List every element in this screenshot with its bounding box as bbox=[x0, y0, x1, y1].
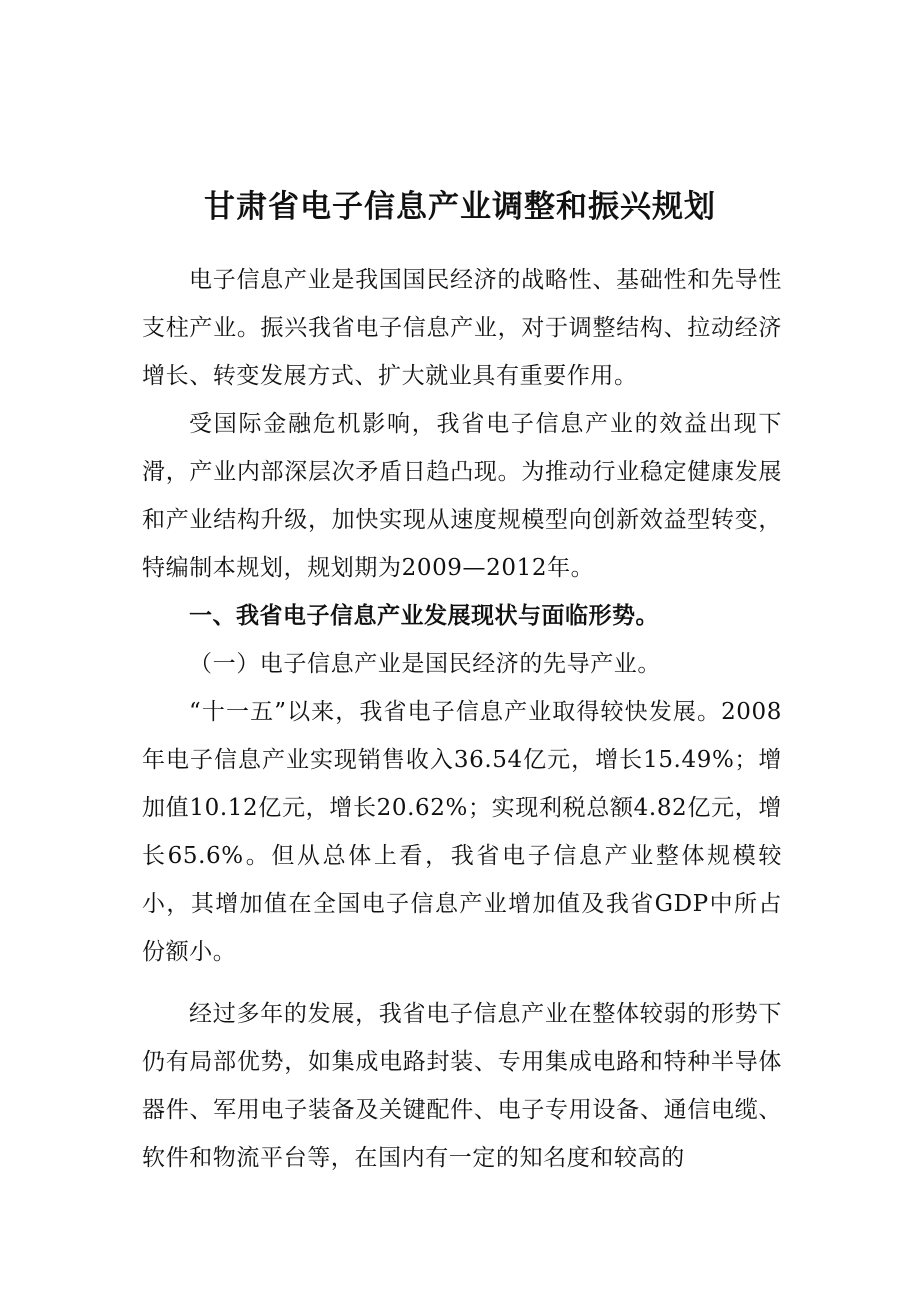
paragraph-advantages: 经过多年的发展，我省电子信息产业在整体较弱的形势下仍有局部优势，如集成电路封装、专用集成电路和特种半导体器件、军用电子装备及关键配件、电子专用设备、通信电缆、软件和物流平台等，在国内有一定的知名度和较高的 bbox=[142, 1001, 782, 1171]
subsection-heading-1: （一）电子信息产业是国民经济的先导产业。 bbox=[189, 651, 661, 677]
section-heading-1: 一、我省电子信息产业发展现状与面临形势。 bbox=[189, 603, 659, 629]
document-body bbox=[142, 256, 782, 1182]
paragraph-intro: 电子信息产业是我国国民经济的战略性、基础性和先导性支柱产业。振兴我省电子信息产业，对于调整结构、拉动经济增长、转变发展方式、扩大就业具有重要作用。 bbox=[142, 267, 782, 389]
paragraph-background: 受国际金融危机影响，我省电子信息产业的效益出现下滑，产业内部深层次矛盾日趋凸现。为推动行业稳定健康发展和产业结构升级，加快实现从速度规模型向创新效益型转变，特编制本规划，规划期为2009—2012年。 bbox=[142, 411, 782, 581]
document-title: 甘肃省电子信息产业调整和振兴规划 bbox=[204, 188, 716, 225]
paragraph-statistics: “十一五”以来，我省电子信息产业取得较快发展。2008年电子信息产业实现销售收入36.54亿元，增长15.49%；增加值10.12亿元，增长20.62%；实现利税总额4.82亿元，增长65.6%。但从总体上看，我省电子信息产业整体规模较小，其增加值在全国电子信息产业增加值及我省GDP中所占份额小。 bbox=[142, 699, 782, 965]
